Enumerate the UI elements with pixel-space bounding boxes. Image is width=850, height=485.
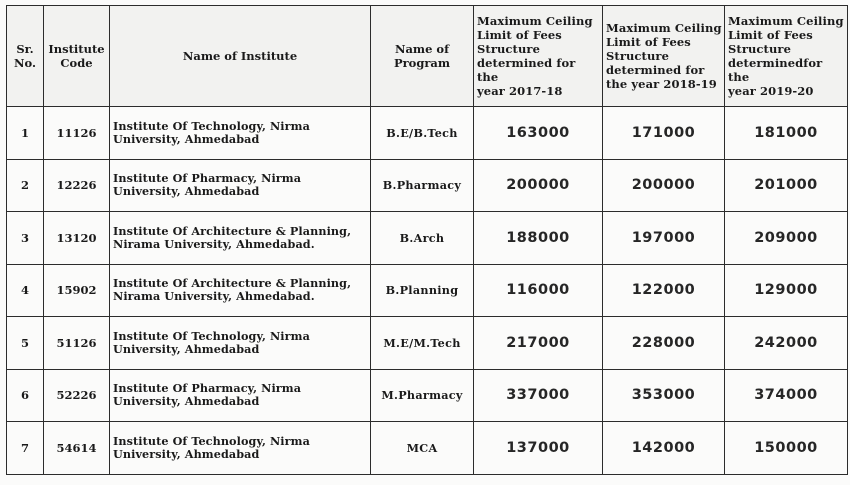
institute-code-cell: 52226 (44, 369, 110, 422)
program-cell: M.Pharmacy (371, 369, 474, 422)
header-row (7, 6, 848, 107)
fee-2019-20-cell: 150000 (725, 422, 848, 475)
sr-no-cell: 3 (7, 212, 44, 265)
institute-name-cell: Institute Of Pharmacy, Nirma University, Ahmedabad (110, 159, 371, 212)
fee-2019-20-cell: 374000 (725, 369, 848, 422)
fee-2017-18-cell: 116000 (474, 264, 603, 317)
fee-2017-18-cell: 200000 (474, 159, 603, 212)
table-row (7, 317, 848, 370)
fee-2018-19-cell: 228000 (603, 317, 725, 370)
table-row (7, 159, 848, 212)
table-row (7, 264, 848, 317)
table-header (7, 6, 848, 107)
table-row (7, 212, 848, 265)
program-cell: B.Planning (371, 264, 474, 317)
institute-code-cell: 11126 (44, 107, 110, 160)
fee-2019-20-cell: 181000 (725, 107, 848, 160)
header-fee-2019-20: Maximum Ceiling Limit of Fees Structure determinedfor the year 2019-20 (725, 6, 848, 107)
header-program: Name of Program (371, 6, 474, 107)
table-body (7, 107, 848, 475)
institute-code-cell: 54614 (44, 422, 110, 475)
sr-no-cell: 4 (7, 264, 44, 317)
header-institute-name: Name of Institute (110, 6, 371, 107)
fee-2018-19-cell: 122000 (603, 264, 725, 317)
sr-no-cell: 5 (7, 317, 44, 370)
fee-2017-18-cell: 337000 (474, 369, 603, 422)
institute-name-cell: Institute Of Technology, Nirma University, Ahmedabad (110, 317, 371, 370)
program-cell: M.E/M.Tech (371, 317, 474, 370)
institute-code-cell: 15902 (44, 264, 110, 317)
fee-2018-19-cell: 200000 (603, 159, 725, 212)
institute-name-cell: Institute Of Technology, Nirma University, Ahmedabad (110, 107, 371, 160)
program-cell: B.Pharmacy (371, 159, 474, 212)
institute-code-cell: 13120 (44, 212, 110, 265)
institute-name-cell: Institute Of Architecture & Planning, Nirama University, Ahmedabad. (110, 264, 371, 317)
fee-2019-20-cell: 209000 (725, 212, 848, 265)
institute-name-cell: Institute Of Technology, Nirma University, Ahmedabad (110, 422, 371, 475)
fee-2019-20-cell: 201000 (725, 159, 848, 212)
header-fee-2018-19: Maximum Ceiling Limit of Fees Structure determined for the year 2018-19 (603, 6, 725, 107)
fee-2017-18-cell: 137000 (474, 422, 603, 475)
fee-2017-18-cell: 163000 (474, 107, 603, 160)
fee-2018-19-cell: 353000 (603, 369, 725, 422)
header-fee-2017-18: Maximum Ceiling Limit of Fees Structure determined for the year 2017-18 (474, 6, 603, 107)
fee-structure-table (6, 5, 848, 475)
fee-2017-18-cell: 188000 (474, 212, 603, 265)
institute-code-cell: 51126 (44, 317, 110, 370)
sr-no-cell: 2 (7, 159, 44, 212)
fee-2019-20-cell: 129000 (725, 264, 848, 317)
header-institute-code: Institute Code (44, 6, 110, 107)
sr-no-cell: 7 (7, 422, 44, 475)
fee-2018-19-cell: 197000 (603, 212, 725, 265)
table-row (7, 422, 848, 475)
sr-no-cell: 1 (7, 107, 44, 160)
fee-2018-19-cell: 171000 (603, 107, 725, 160)
program-cell: B.Arch (371, 212, 474, 265)
header-sr-no: Sr. No. (7, 6, 44, 107)
program-cell: MCA (371, 422, 474, 475)
institute-code-cell: 12226 (44, 159, 110, 212)
fee-2018-19-cell: 142000 (603, 422, 725, 475)
table-row (7, 107, 848, 160)
table-row (7, 369, 848, 422)
program-cell: B.E/B.Tech (371, 107, 474, 160)
institute-name-cell: Institute Of Pharmacy, Nirma University, Ahmedabad (110, 369, 371, 422)
fee-2017-18-cell: 217000 (474, 317, 603, 370)
fee-2019-20-cell: 242000 (725, 317, 848, 370)
institute-name-cell: Institute Of Architecture & Planning, Nirama University, Ahmedabad. (110, 212, 371, 265)
sr-no-cell: 6 (7, 369, 44, 422)
